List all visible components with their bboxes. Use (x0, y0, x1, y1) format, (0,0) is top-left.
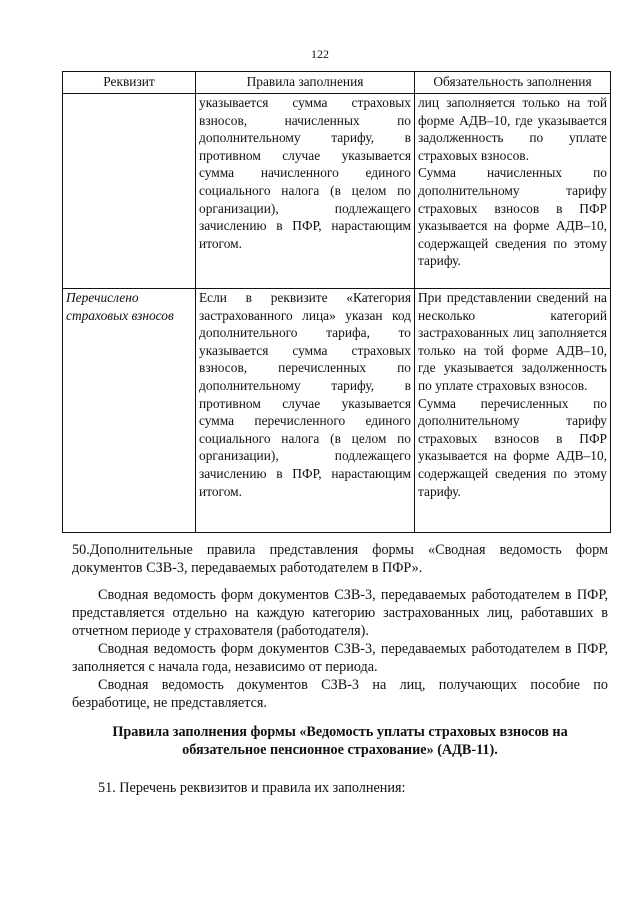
cell-text: Сумма перечисленных по дополнительному тарифу страховых взносов в ПФР указывается на форме АДВ–10, содержащей сведения по этому тарифу. (418, 395, 607, 499)
rules-table (62, 71, 611, 533)
cell-rekvizit: Перечислено страховых взносов (63, 289, 196, 533)
cell-obyazatelnost (415, 289, 611, 533)
section-heading: Правила заполнения формы «Ведомость уплаты страховых взносов на обязательное пенсионное страхование» (АДВ-11). (112, 724, 568, 758)
table-row (63, 94, 611, 289)
section-50 (72, 541, 608, 577)
cell-obyazatelnost (415, 94, 611, 289)
cell-text: лиц заполняется только на той форме АДВ–10, где указывается задолженность по уплате страховых взносов. (418, 95, 607, 163)
cell-pravila (196, 94, 415, 289)
column-header-obyazatelnost: Обязательность заполнения (415, 72, 611, 94)
paragraph: Сводная ведомость форм документов СЗВ-3, передаваемых работодателем в ПФР, представляется отдельно на каждую категорию застрахованных лиц, работавших в отчетном периоде у страхователя (работодателя). (72, 587, 608, 639)
cell-text: Сумма начисленных по дополнительному тарифу страховых взносов в ПФР указывается на форме АДВ–10, содержащей сведения по этому тарифу. (418, 165, 607, 269)
section-50-details (72, 586, 608, 712)
column-header-rekvizit: Реквизит (63, 72, 196, 94)
cell-pravila (196, 289, 415, 533)
paragraph: Сводная ведомость документов СЗВ-3 на лиц, получающих пособие по безработице, не представляется. (72, 677, 608, 711)
paragraph-51: 51. Перечень реквизитов и правила их заполнения: (98, 780, 406, 796)
paragraph: Сводная ведомость форм документов СЗВ-3, передаваемых работодателем в ПФР, заполняется с начала года, независимо от периода. (72, 641, 608, 675)
cell-text: указывается сумма страховых взносов, начисленных по дополнительному тарифу, в противном случае указывается сумма начисленного единого социального налога (в целом по организации), подлежащего зачислению в ПФР, нарастающим итогом. (199, 95, 411, 251)
section-51 (72, 779, 608, 797)
page-number: 122 (311, 47, 329, 61)
cell-text: При представлении сведений на несколько категорий застрахованных лиц заполняется только на той форме АДВ–10, где указывается задолженность по уплате страховых взносов. (418, 290, 607, 393)
cell-text: Если в реквизите «Категория застрахованного лица» указан код дополнительного тарифа, то указывается сумма страховых взносов, перечисленных по дополнительному тарифу, в противном случае указывается сумма перечисленного единого социального налога (в целом по организации), подлежащего зачислению в ПФР, нарастающим итогом. (199, 290, 411, 499)
table-header-row (63, 72, 611, 94)
paragraph-50: 50.Дополнительные правила представления формы «Сводная ведомость форм документов СЗВ-3, передаваемых работодателем в ПФР». (72, 542, 608, 576)
cell-rekvizit (63, 94, 196, 289)
column-header-pravila: Правила заполнения (196, 72, 415, 94)
table-row (63, 289, 611, 533)
